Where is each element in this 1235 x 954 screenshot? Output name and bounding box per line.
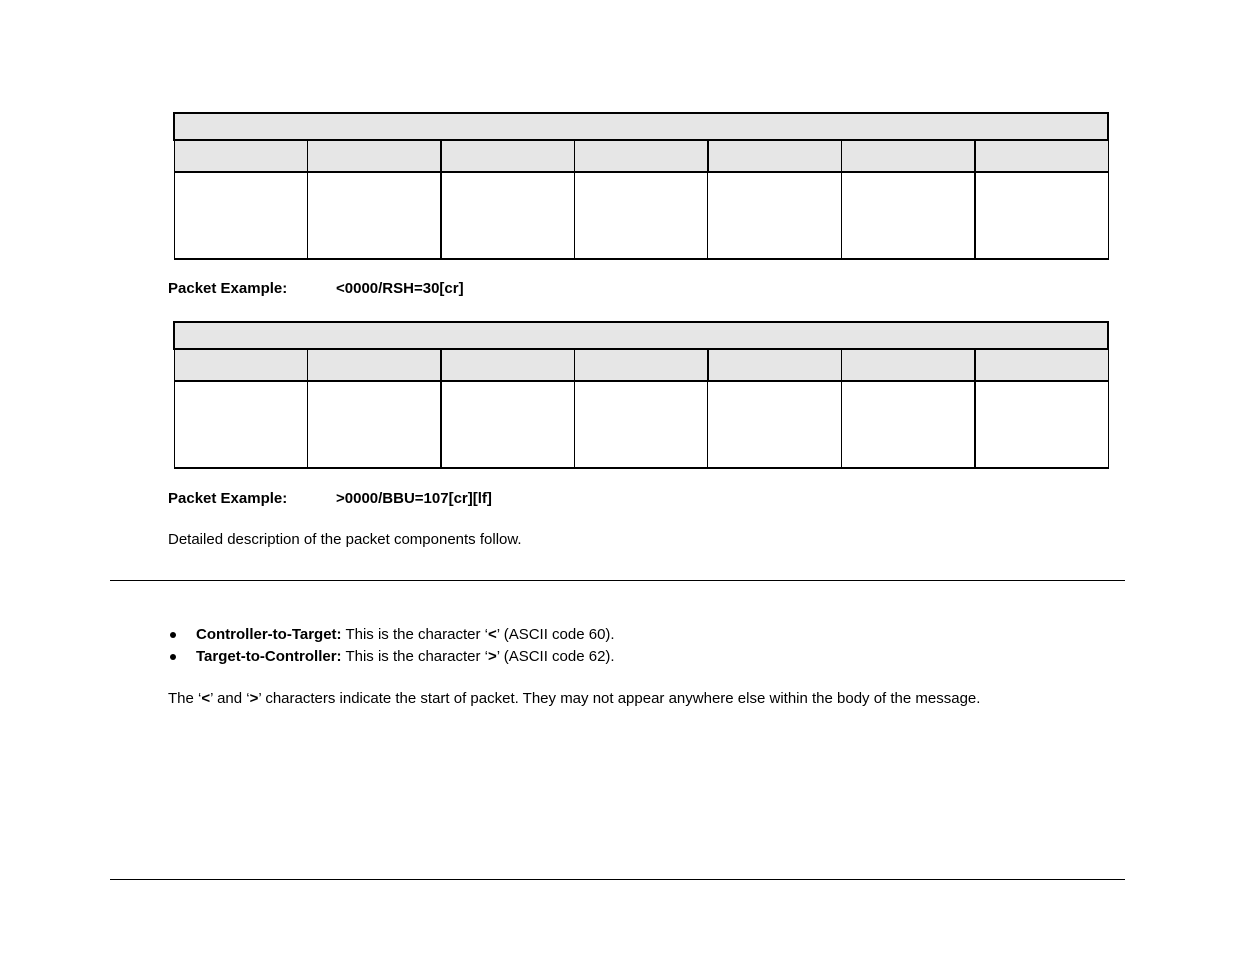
bullet-char: > xyxy=(488,648,497,665)
table-header-cell xyxy=(975,349,1108,381)
table-header-row xyxy=(174,140,1108,172)
table-header-cell xyxy=(174,349,307,381)
bullet-term: Controller-to-Target: xyxy=(196,626,342,643)
note-paragraph xyxy=(168,690,980,707)
packet-example-label: Packet Example: xyxy=(168,490,288,507)
table-header-cell xyxy=(708,140,841,172)
table-header-cell xyxy=(841,349,974,381)
table-body-cell xyxy=(975,172,1108,259)
table-header-cell xyxy=(708,349,841,381)
table-body-cell xyxy=(307,381,440,468)
table-body-cell xyxy=(574,172,707,259)
bullet-text: ’ (ASCII code 60). xyxy=(496,626,615,643)
table-title-cell xyxy=(174,322,1108,349)
table-body-row xyxy=(174,172,1108,259)
direction-list xyxy=(168,626,615,670)
packet-structure-table-1 xyxy=(173,112,1109,260)
table-body-cell xyxy=(708,381,841,468)
table-header-cell xyxy=(307,140,440,172)
bullet-text: This is the character ‘ xyxy=(341,626,488,643)
bullet-icon xyxy=(170,632,176,638)
table-body-cell xyxy=(174,381,307,468)
section-divider xyxy=(110,580,1125,581)
table-body-cell xyxy=(174,172,307,259)
list-item xyxy=(168,648,615,670)
packet-example-value: >0000/BBU=107[cr][lf] xyxy=(336,490,492,507)
note-char: < xyxy=(201,690,211,707)
table-title-row xyxy=(174,322,1108,349)
table-title-row xyxy=(174,113,1108,140)
bullet-term: Target-to-Controller: xyxy=(196,648,342,665)
table-body-cell xyxy=(841,172,974,259)
table-header-cell xyxy=(441,349,574,381)
packet-structure-table-2 xyxy=(173,321,1109,469)
note-char: > xyxy=(249,690,259,707)
table-body-cell xyxy=(708,172,841,259)
bullet-text: ’ (ASCII code 62). xyxy=(496,648,615,665)
description-paragraph: Detailed description of the packet components follow. xyxy=(168,531,522,548)
table-body-cell xyxy=(574,381,707,468)
list-item xyxy=(168,626,615,648)
table-header-cell xyxy=(574,140,707,172)
packet-example-2 xyxy=(168,490,492,507)
table-body-cell xyxy=(307,172,440,259)
note-text: The ‘ xyxy=(168,690,202,707)
footer-divider xyxy=(110,879,1125,880)
table-header-cell xyxy=(174,140,307,172)
table-body-cell xyxy=(441,381,574,468)
table-header-cell xyxy=(975,140,1108,172)
note-text: ’ characters indicate the start of packet. They may not appear anywhere else within the body of the message. xyxy=(258,690,981,707)
table-body-cell xyxy=(841,381,974,468)
table-header-row xyxy=(174,349,1108,381)
bullet-char: < xyxy=(488,626,497,643)
table-header-cell xyxy=(307,349,440,381)
note-text: ’ and ‘ xyxy=(210,690,250,707)
table-body-cell xyxy=(441,172,574,259)
bullet-text: This is the character ‘ xyxy=(341,648,488,665)
table-header-cell xyxy=(841,140,974,172)
bullet-icon xyxy=(170,654,176,660)
table-title-cell xyxy=(174,113,1108,140)
table-header-cell xyxy=(574,349,707,381)
table-body-row xyxy=(174,381,1108,468)
packet-example-1 xyxy=(168,280,464,297)
packet-example-value: <0000/RSH=30[cr] xyxy=(336,280,464,297)
packet-example-label: Packet Example: xyxy=(168,280,288,297)
table-body-cell xyxy=(975,381,1108,468)
table-header-cell xyxy=(441,140,574,172)
